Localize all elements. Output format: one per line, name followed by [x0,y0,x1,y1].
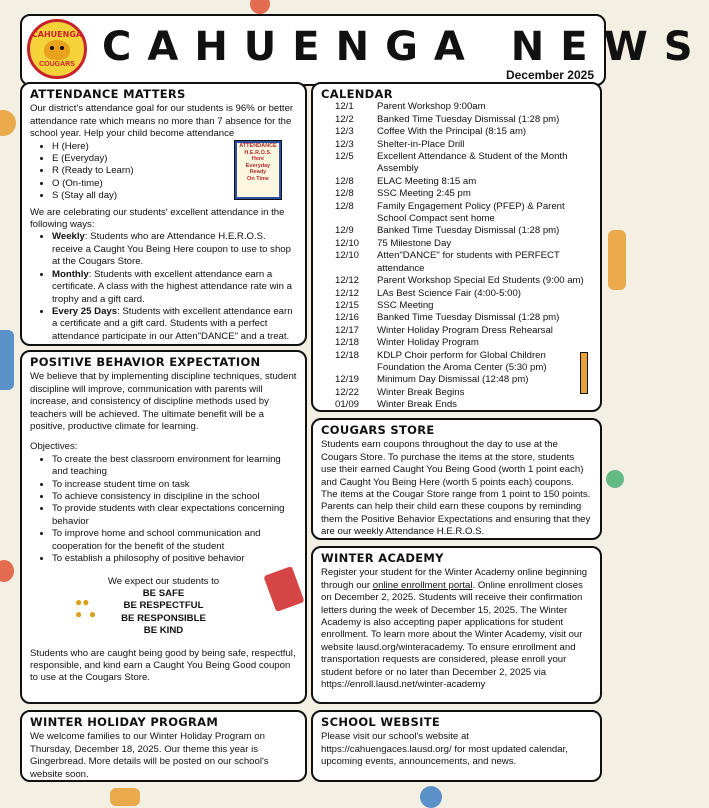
event-text: Banked Time Tuesday Dismissal (1:28 pm) [377,113,560,125]
store-text: Students earn coupons throughout the day to use at the Cougars Store. To purchase the items at the store, students use their earned Caught You Being Good (worth 1 point each) and Caught You Being Here (worth 5 points each) coupons. The items at the Cougar Store range from 1 point to 150 points. Parents can help their child earn these coupons by reminding them the Positive Behavior Expectations and ensuring that they are our weekly Attendance H.E.R.O.S. [321,439,591,538]
calendar-event [335,250,592,275]
logo-text-bottom: COUGARS [39,61,75,68]
objectives-list [30,454,297,566]
website-heading: SCHOOL WEBSITE [321,715,440,729]
list-item: • To improve home and school communication and cooperation for the benefit of the student [52,528,297,553]
event-date: 12/8 [335,200,354,212]
list-item [52,231,297,268]
calendar-event [335,101,592,113]
poster-line: Here [251,156,265,162]
website-section [311,710,602,782]
event-text: Banked Time Tuesday Dismissal (1:28 pm) [377,312,560,324]
poster-line: On Time [247,175,269,182]
list-item: • To achieve consistency in discipline in the school [52,491,297,503]
event-text: Atten"DANCE" for students with PERFECT attendance [377,250,560,274]
reward-text: : Students with excellent attendance earn a certificate. A class with the highest attendance rate win a trophy and a gift card. [52,268,292,305]
newsletter-title: CAHUENGA NEWS [102,24,709,70]
newsletter-header [20,14,709,86]
event-text: Shelter-in-Place Drill [377,138,465,150]
event-text: Minimum Day Dismissal (12:48 pm) [377,374,529,386]
calendar-event [335,238,592,250]
holiday-heading: WINTER HOLIDAY PROGRAM [30,715,219,729]
list-item: • O (On-time) [52,178,297,190]
behavior-heading: POSITIVE BEHAVIOR EXPECTATION [30,355,261,369]
reward-label: Monthly [52,268,89,280]
school-logo [27,19,87,79]
list-item: • To establish a philosophy of positive behavior [52,553,297,565]
event-date: 12/16 [335,312,360,324]
calendar-event [335,300,592,312]
academy-heading: WINTER ACADEMY [321,551,444,565]
calendar-section [311,82,602,412]
calendar-event [335,275,592,287]
event-date: 12/22 [335,386,360,398]
event-date: 12/15 [335,299,360,311]
event-date: 12/10 [335,250,360,262]
calendar-event [335,139,592,151]
attendance-section [20,82,307,346]
list-item: • To increase student time on task [52,479,297,491]
event-text: Winter Break Ends [377,399,457,411]
expect-label: We expect our students to [107,575,220,587]
event-date: 12/19 [335,374,360,386]
event-text: Winter Break Begins [377,386,465,398]
event-date: 12/10 [335,237,360,249]
event-text: Excellent Attendance & Student of the Month Assembly [377,151,568,175]
calendar-event [335,350,592,375]
calendar-event [335,387,592,399]
event-date: 12/1 [335,101,354,113]
event-date: 01/09 [335,399,360,411]
event-text: Banked Time Tuesday Dismissal (1:28 pm) [377,225,560,237]
expectation: BE RESPONSIBLE [121,612,206,624]
calendar-heading: CALENDAR [321,87,393,101]
calendar-event [335,225,592,237]
event-text: Parent Workshop Special Ed Students (9:00 am) [377,275,584,287]
event-text: Coffee With the Principal (8:15 am) [377,126,527,138]
objectives-label: Objectives: [30,441,78,453]
event-text: LAs Best Science Fair (4:00-5:00) [377,287,521,299]
celebrate-text: We are celebrating our students' excellent attendance in the following ways: [30,206,285,231]
event-date: 12/9 [335,225,354,237]
poster-title: ATTENDANCE H.E.R.O.S. [239,143,277,156]
behavior-intro: We believe that by implementing discipline techniques, student discipline will improve, communication with parents will increase, and consistency of discipline methods used by teachers will be achieved. The ultimate benefit will be a positive, productive climate for learning. [30,371,297,433]
logo-text-top: CAHUENGA [31,30,83,39]
academy-section [311,546,602,704]
expectation: BE KIND [143,625,184,637]
event-text: SSC Meeting 2:45 pm [377,188,471,200]
attendance-heros-poster [234,140,282,200]
event-date: 12/18 [335,349,360,361]
event-text: Winter Holiday Program Dress Rehearsal [377,324,553,336]
event-text: KDLP Choir perform for Global Children Foundation the Aroma Center (5:30 pm) [377,349,547,373]
reward-label: Every 25 Days [52,305,118,317]
issue-date: December 2025 [505,68,594,82]
attendance-heading: ATTENDANCE MATTERS [30,87,186,101]
list-item: • To create the best classroom environment for learning and teaching [52,454,297,479]
enrollment-portal-link[interactable]: online enrollment portal [372,579,473,591]
attendance-intro: Our district's attendance goal for our students is 96% or better attendance rate which means no more than 7 absence for the school year. Help your child become attendance [30,103,294,140]
event-text: SSC Meeting [377,299,434,311]
behavior-section [20,350,307,704]
event-date: 12/18 [335,337,360,349]
list-item: • To provide students with clear expectations concerning behavior [52,503,297,528]
calendar-list [321,101,592,411]
calendar-event [335,151,592,176]
list-item: • E (Everyday) [52,153,297,165]
event-text: Family Engagement Policy (PFEP) & Parent School Compact sent home [377,200,565,225]
rewards-list [30,231,297,343]
pencil-icon [580,352,588,394]
behavior-closing: Students who are caught being good by being safe, respectful, responsible, and kind earn a Caught You Being Good coupon to use at the Cougars Store. [30,647,296,684]
calendar-event [335,126,592,138]
reward-text: : Students with excellent attendance earn a certificate and a gift card. Students with a perfect attendance participate in our Atten"DANCE" and a treat. [52,305,293,342]
event-text: Parent Workshop 9:00am [377,101,486,113]
event-date: 12/3 [335,138,354,150]
academy-text-end: . Online enrollment closes on December 2, 2025. Students will receive their confirmation letters during the week of December 15, 2025. The Winter Academy is also accepting paper applications for student enrollment. To learn more about the Winter Academy, visit our website lausd.org/winteracademy. To ensure enrollment and transportation requests are considered, please enroll your student before or no later than December 2, 2025 via https://enroll.lausd.net/winter-academy [321,579,583,691]
calendar-event [335,312,592,324]
calendar-event [335,399,592,411]
holiday-section [20,710,307,782]
poster-line: Everyday [245,162,271,169]
calendar-event [335,337,592,349]
event-date: 12/12 [335,275,360,287]
event-date: 12/17 [335,324,360,336]
calendar-event [335,374,592,386]
event-date: 12/8 [335,175,354,187]
store-section [311,418,602,540]
event-date: 12/12 [335,287,360,299]
event-text: 75 Milestone Day [377,237,452,249]
list-item [52,269,297,306]
calendar-event [335,201,592,226]
event-date: 12/2 [335,113,354,125]
event-date: 12/5 [335,151,354,163]
calendar-event [335,288,592,300]
poster-line: Ready [249,169,267,175]
list-item: • H (Here) [52,141,297,153]
calendar-event [335,114,592,126]
list-item: • R (Ready to Learn) [52,165,297,177]
event-text: Winter Holiday Program [377,337,479,349]
calendar-event [335,188,592,200]
bee-icon: ●● ● ● [75,594,97,621]
store-heading: COUGARS STORE [321,423,435,437]
academy-text [321,567,592,691]
reward-text: : Students who are Attendance H.E.R.O.S. receive a Caught You Being Here coupon to use to shop at the Cougars Store. [52,231,291,268]
expectation: BE RESPECTFUL [123,600,204,612]
event-text: ELAC Meeting 8:15 am [377,175,477,187]
holiday-text: We welcome families to our Winter Holiday Program on Thursday, December 18, 2025. Our theme this year is Gingerbread. More details will be posted on our school's website soon. [30,731,269,780]
academy-text-start: Register your student for the Winter Academy online beginning through our [321,567,588,591]
reward-label: Weekly [52,231,85,243]
calendar-event [335,325,592,337]
expectation: BE SAFE [142,587,185,599]
event-date: 12/3 [335,126,354,138]
cougar-mascot-icon [44,40,70,60]
list-item: • S (Stay all day) [52,190,297,202]
list-item [52,306,297,343]
event-date: 12/8 [335,188,354,200]
website-text: Please visit our school's website at https://cahuengaces.lausd.org/ for most updated calendar, upcoming events, announcements, and news. [321,731,568,768]
calendar-event [335,176,592,188]
